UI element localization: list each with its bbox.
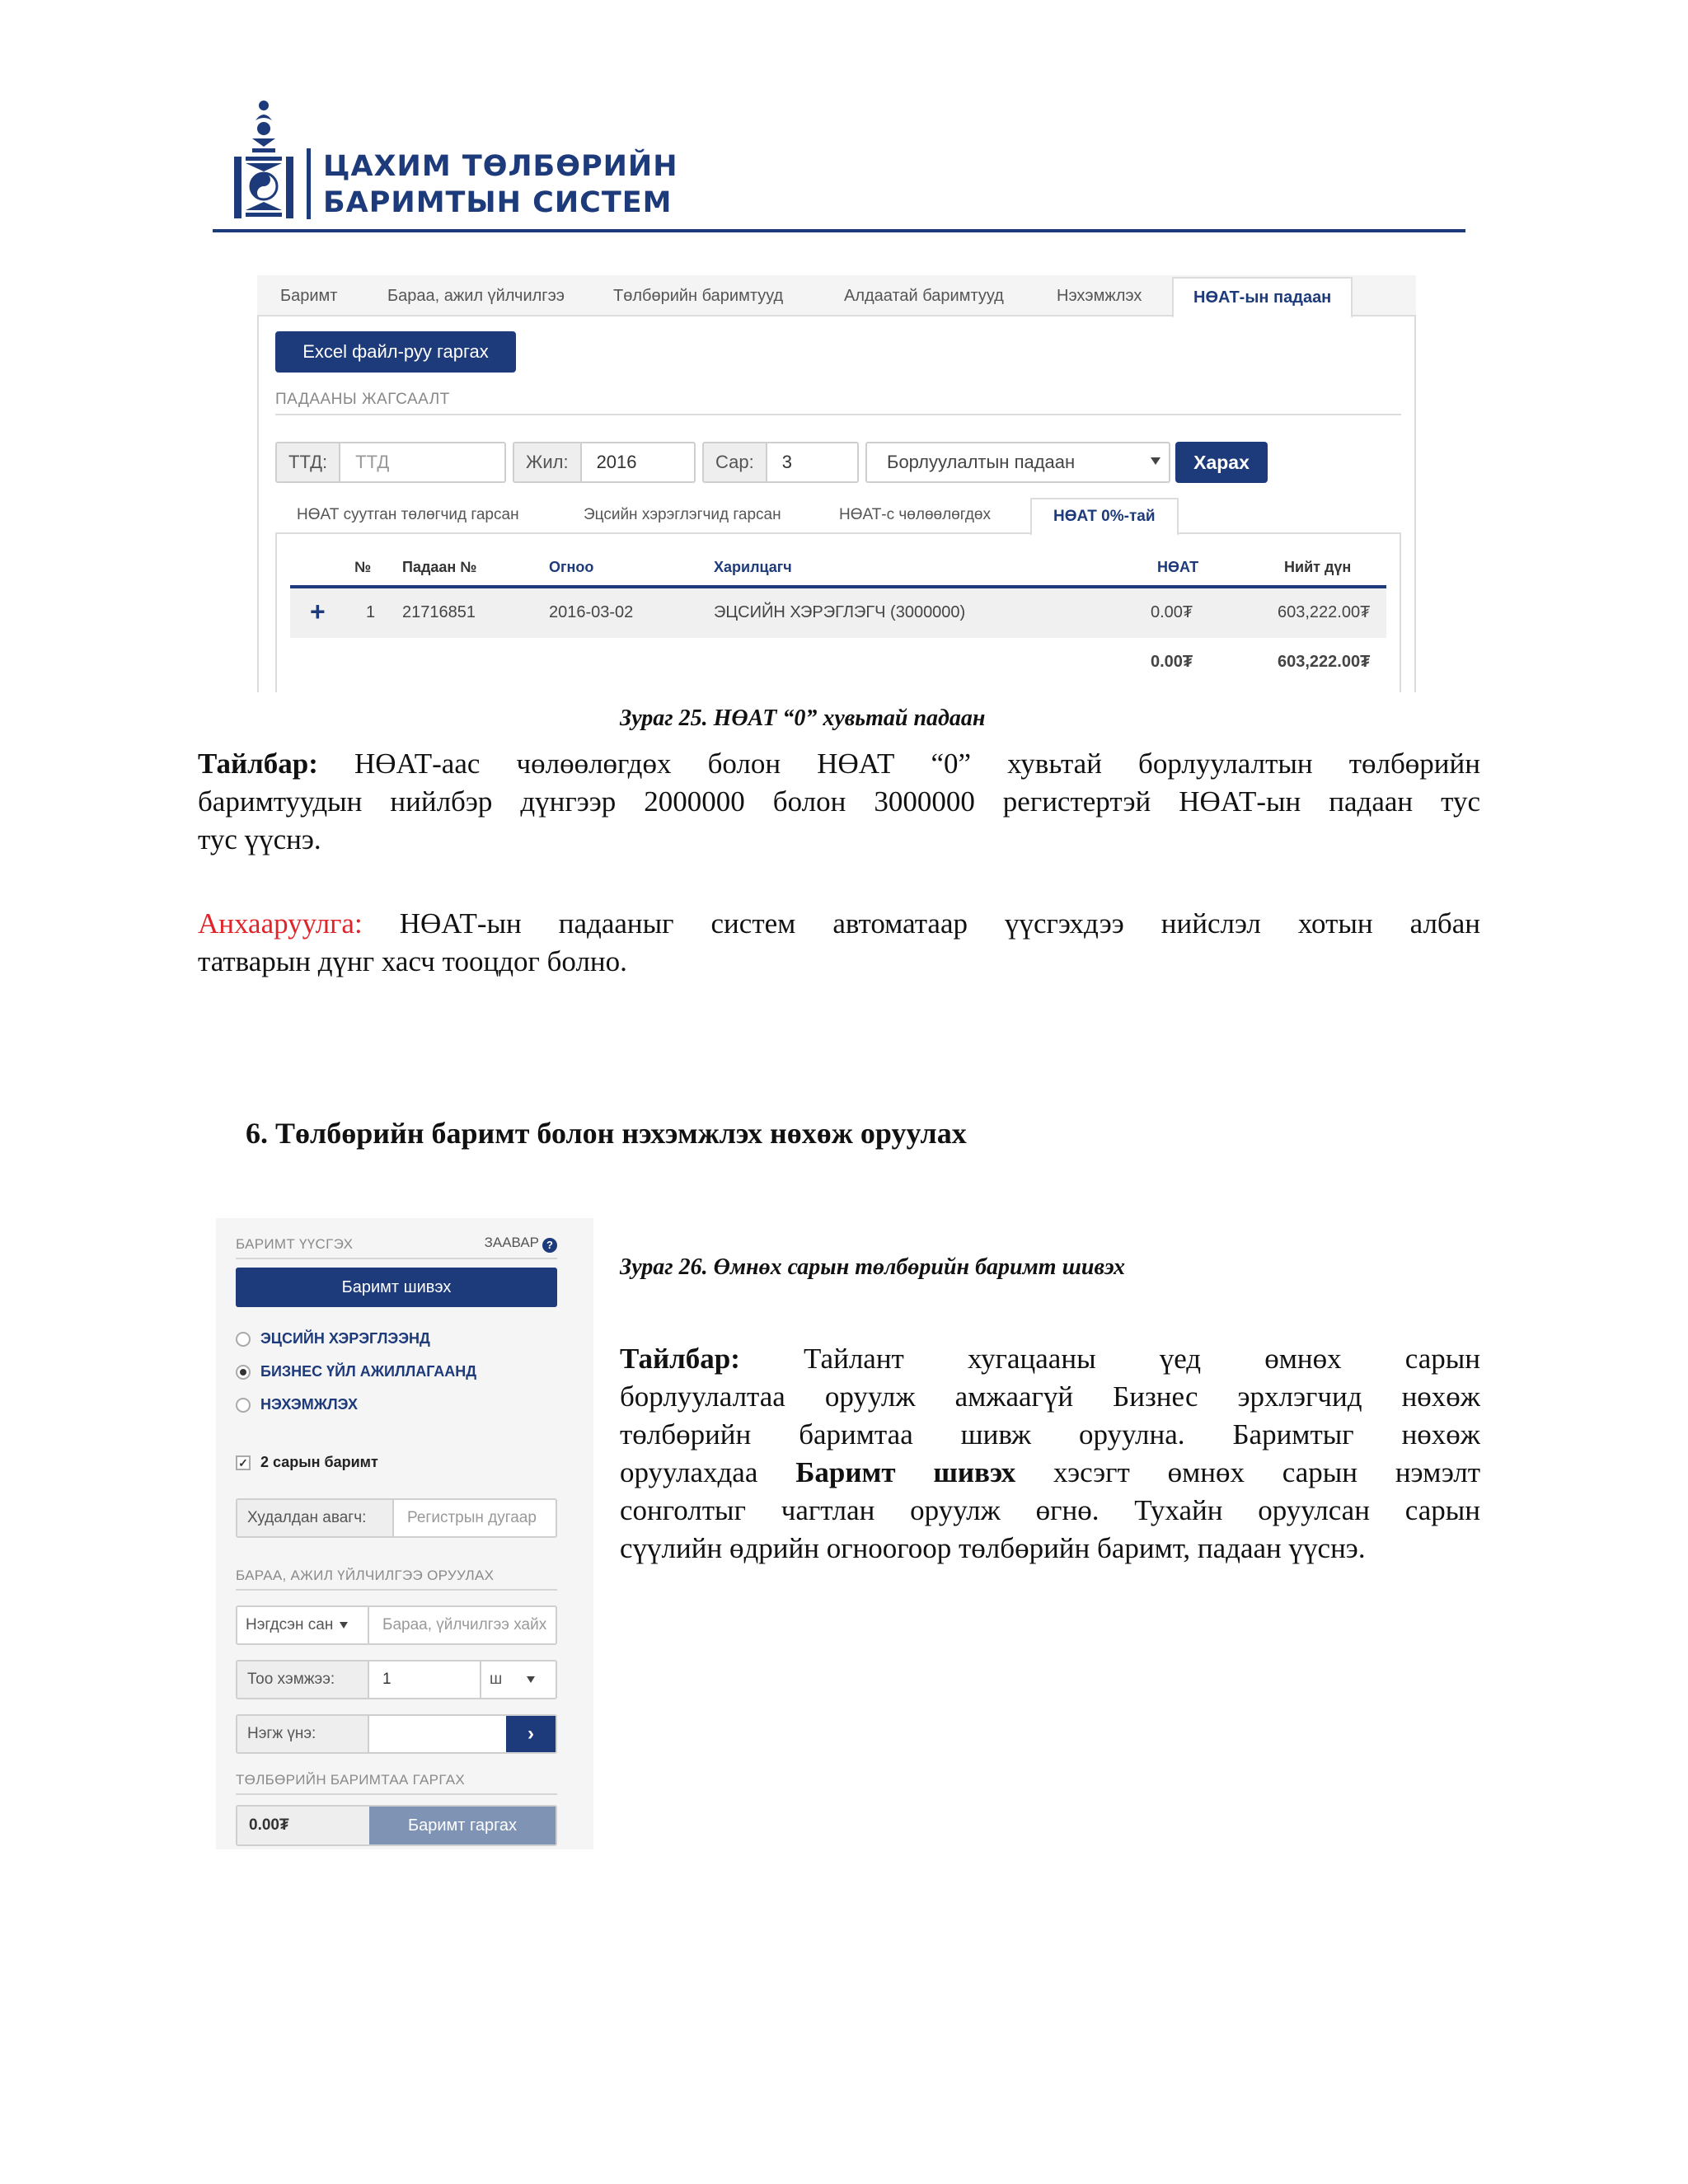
price-input-group xyxy=(236,1714,557,1754)
chevron-down-icon xyxy=(1151,457,1160,465)
goods-search-group xyxy=(236,1605,557,1645)
view-button[interactable]: Харах xyxy=(1175,442,1268,483)
para3-line2: борлуулалтаа оруулж амжаагүй Бизнес эрхлэгчид нөхөж xyxy=(620,1380,1480,1413)
buyer-label: Худалдан авагч: xyxy=(237,1500,394,1536)
paragraph-explanation-2 xyxy=(620,1340,1480,1568)
para3-line1 xyxy=(620,1340,1480,1378)
catalog-select[interactable] xyxy=(237,1607,369,1643)
price-input[interactable] xyxy=(369,1716,506,1752)
cell-invoice-no: 21716851 xyxy=(402,603,476,621)
help-label: ЗААВАР xyxy=(484,1235,539,1250)
paragraph-warning xyxy=(198,905,1480,981)
cell-no: 1 xyxy=(366,603,376,621)
para3-line4-post: хэсэгт өмнөх сарын нэмэлт xyxy=(1053,1456,1480,1488)
para1-line3: тус үүснэ. xyxy=(198,823,321,855)
radio-end-consumer[interactable] xyxy=(236,1330,430,1347)
cell-date: 2016-03-02 xyxy=(549,603,634,621)
col-header-date: Огноо xyxy=(549,559,594,575)
total-amount: 603,222.00₮ xyxy=(1278,653,1371,671)
ttd-input-group xyxy=(275,442,506,483)
para1-line1 xyxy=(198,745,1480,783)
section-rule xyxy=(275,414,1401,415)
subtab-bar xyxy=(275,496,1401,534)
unit-select-value: ш xyxy=(490,1671,503,1688)
header-rule xyxy=(213,229,1465,232)
invoice-type-select[interactable] xyxy=(865,442,1170,483)
logo-title-line2: БАРИМТЫН СИСТЕМ xyxy=(323,186,673,219)
invoice-table xyxy=(275,534,1401,692)
goods-search-input[interactable]: Бараа, үйлчилгээ хайх xyxy=(382,1616,547,1633)
cell-total: 603,222.00₮ xyxy=(1278,603,1371,621)
tab-vat-invoice[interactable]: НӨАТ-ын падаан xyxy=(1172,277,1353,318)
price-label: Нэгж үнэ: xyxy=(237,1716,369,1752)
ttd-label: ТТД: xyxy=(277,443,340,481)
para3-label: Тайлбар: xyxy=(620,1343,740,1375)
subtab-end-consumers[interactable]: Эцсийн хэрэглэгчид гарсан xyxy=(584,506,781,523)
checkmark-icon: ✓ xyxy=(236,1455,251,1470)
radio-business[interactable] xyxy=(236,1363,476,1380)
para1-label: Тайлбар: xyxy=(198,748,318,780)
para2-label: Анхааруулга: xyxy=(198,907,363,940)
subtab-vat-payers[interactable]: НӨАТ суутган төлөгчид гарсан xyxy=(297,506,519,523)
unit-select[interactable] xyxy=(480,1661,556,1698)
month-input-group xyxy=(702,442,859,483)
cell-vat: 0.00₮ xyxy=(1151,603,1193,621)
para3-line3: төлбөрийн баримтаа шивж оруулна. Баримтыг нөхөж xyxy=(620,1418,1480,1451)
para3-line4 xyxy=(620,1454,1480,1492)
soyombo-logo-icon xyxy=(231,97,297,221)
export-excel-button[interactable]: Excel файл-руу гаргах xyxy=(275,331,516,373)
radio-dot-selected xyxy=(236,1365,251,1380)
col-header-invoice-no: Падаан № xyxy=(402,559,477,575)
para3-line4-bold: Баримт шивэх xyxy=(795,1456,1016,1488)
col-header-no: № xyxy=(354,559,372,575)
section2-rule xyxy=(236,1589,557,1591)
invoice-type-value: Борлуулалтын падаан xyxy=(887,452,1076,472)
radio-dot xyxy=(236,1332,251,1347)
year-input-group xyxy=(513,442,696,483)
tab-goods-services[interactable]: Бараа, ажил үйлчилгээ xyxy=(387,287,565,305)
radio-label-end-consumer: ЭЦСИЙН ХЭРЭГЛЭЭНД xyxy=(260,1330,430,1347)
para1-line1-text: НӨАТ-аас чөлөөлөгдөх болон НӨАТ “0” хувьтай борлуулалтын төлбөрийн xyxy=(354,748,1480,780)
cell-partner: ЭЦСИЙН ХЭРЭГЛЭГЧ (3000000) xyxy=(714,603,966,621)
para3-line4-pre: оруулахдаа xyxy=(620,1456,758,1488)
logo-divider xyxy=(307,148,311,219)
panel-body xyxy=(257,316,1416,692)
para2-line1 xyxy=(198,905,1480,943)
tab-invoice[interactable]: Нэхэмжлэх xyxy=(1057,287,1142,305)
expand-plus-icon[interactable]: + xyxy=(310,597,326,626)
buyer-input-group xyxy=(236,1498,557,1538)
main-tabbar xyxy=(257,275,1416,316)
previous-month-checkbox[interactable] xyxy=(236,1454,378,1471)
para1-line2: баримтуудын нийлбэр дүнгээр 2000000 болон 3000000 регистертэй НӨАТ-ын падаан тус xyxy=(198,785,1480,818)
col-header-total: Нийт дүн xyxy=(1284,559,1352,575)
radio-label-invoice: НЭХЭМЖЛЭХ xyxy=(260,1396,358,1413)
chevron-down-icon xyxy=(340,1622,348,1629)
register-input[interactable]: Регистрын дугаар xyxy=(407,1509,537,1526)
section-title: ПАДААНЫ ЖАГСААЛТ xyxy=(275,391,450,408)
radio-dot xyxy=(236,1398,251,1413)
total-vat: 0.00₮ xyxy=(1151,653,1193,671)
tab-error-receipts[interactable]: Алдаатай баримтууд xyxy=(844,287,1004,305)
para2-line2: татварын дүнг хасч тооцдог болно. xyxy=(198,945,627,977)
receipt-total-amount: 0.00₮ xyxy=(237,1807,369,1844)
chevron-down-icon xyxy=(527,1676,535,1683)
figure25-caption: Зураг 25. НӨАТ “0” хувьтай падаан xyxy=(620,705,986,731)
vat-invoice-panel xyxy=(257,275,1416,692)
radio-invoice[interactable] xyxy=(236,1396,358,1413)
para3-line6: сүүлийн өдрийн огноогоор төлбөрийн баримт, падаан үүснэ. xyxy=(620,1532,1366,1564)
para3-line5: сонголтыг чагтлан оруулж өгнө. Тухайн оруулсан сарын xyxy=(620,1494,1480,1526)
checkbox-label: 2 сарын баримт xyxy=(260,1454,378,1470)
ttd-input[interactable]: ТТД xyxy=(355,452,390,472)
para2-line1-text: НӨАТ-ын падааныг систем автоматаар үүсгэхдээ нийслэл хотын албан xyxy=(399,907,1480,940)
month-input[interactable]: 3 xyxy=(781,452,792,472)
subtab-vat-zero[interactable]: НӨАТ 0%-тай xyxy=(1030,498,1179,536)
create-receipt-section-title: БАРИМТ ҮҮСГЭХ xyxy=(236,1236,354,1252)
paragraph-explanation-1 xyxy=(198,745,1480,859)
issue-section-title: ТӨЛБӨРИЙН БАРИМТАА ГАРГАХ xyxy=(236,1772,465,1788)
tab-receipt[interactable]: Баримт xyxy=(280,287,338,305)
year-input[interactable]: 2016 xyxy=(596,452,637,472)
issue-receipt-button[interactable]: Баримт гаргах xyxy=(369,1807,556,1844)
col-header-partner: Харилцагч xyxy=(714,559,792,575)
figure26-caption: Зураг 26. Өмнөх сарын төлбөрийн баримт шивэх xyxy=(620,1254,1126,1280)
section-heading: 6. Төлбөрийн баримт болон нэхэмжлэх нөхөж оруулах xyxy=(246,1117,967,1150)
quantity-input-group xyxy=(236,1660,557,1699)
month-label: Сар: xyxy=(704,443,767,481)
help-link[interactable] xyxy=(485,1235,557,1253)
issue-receipt-group xyxy=(236,1805,557,1846)
question-circle-icon: ? xyxy=(542,1238,557,1253)
chevron-right-icon[interactable]: › xyxy=(506,1716,556,1752)
radio-label-business: БИЗНЕС ҮЙЛ АЖИЛЛАГААНД xyxy=(260,1363,477,1380)
tab-payment-receipts[interactable]: Төлбөрийн баримтууд xyxy=(613,287,784,305)
para3-line1-text: Тайлант хугацааны үед өмнөх сарын xyxy=(804,1343,1481,1375)
catalog-select-value: Нэгдсэн сан xyxy=(246,1616,334,1633)
receipt-entry-panel xyxy=(216,1218,593,1849)
section1-rule xyxy=(236,1258,557,1259)
col-header-vat: НӨАТ xyxy=(1157,559,1199,575)
year-label: Жил: xyxy=(514,443,582,481)
enter-receipt-button[interactable]: Баримт шивэх xyxy=(236,1268,557,1307)
goods-section-title: БАРАА, АЖИЛ ҮЙЛЧИЛГЭЭ ОРУУЛАХ xyxy=(236,1568,495,1583)
quantity-label: Тоо хэмжээ: xyxy=(237,1661,369,1698)
subtab-vat-exempt[interactable]: НӨАТ-с чөлөөлөгдөх xyxy=(839,506,991,523)
logo-title-line1: ЦАХИМ ТӨЛБӨРИЙН xyxy=(323,150,678,183)
quantity-input[interactable]: 1 xyxy=(382,1671,392,1688)
section3-rule xyxy=(236,1793,557,1795)
